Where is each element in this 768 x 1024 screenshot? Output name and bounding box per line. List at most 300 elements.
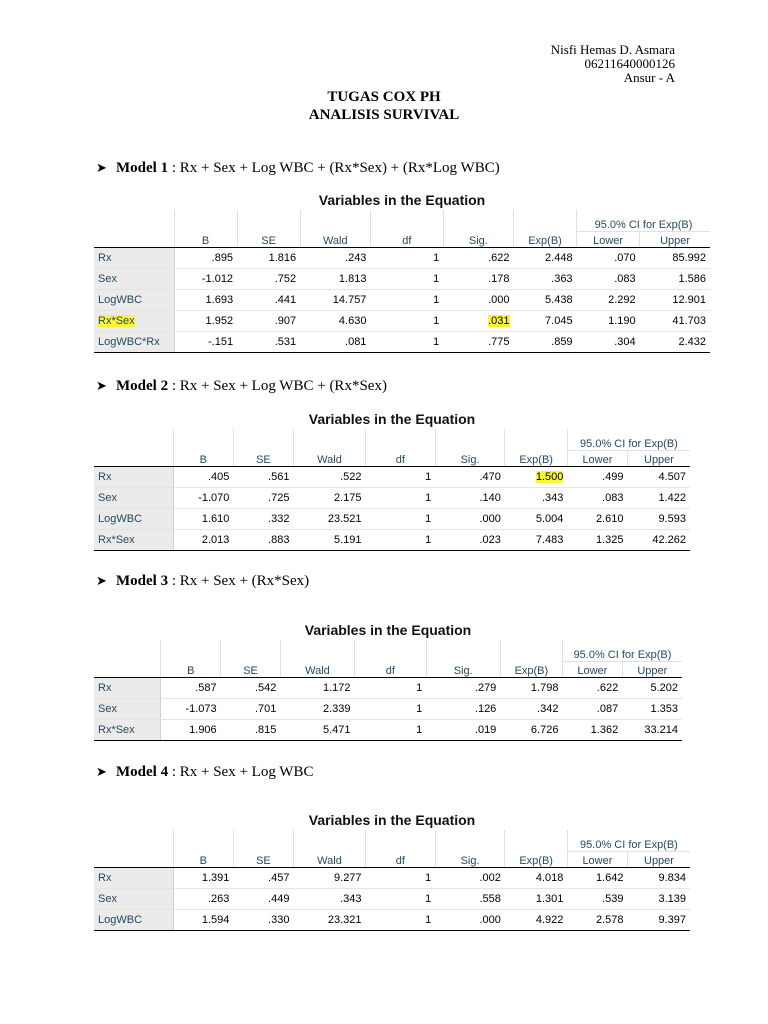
cell-sig (443, 248, 513, 269)
cell-df (355, 699, 427, 720)
model-3-heading (96, 573, 309, 590)
cell-se (237, 332, 300, 353)
cell-se (237, 248, 300, 269)
cell-value: 1.594 (201, 914, 230, 926)
cell-lower (567, 910, 627, 931)
cell-wald (300, 311, 370, 332)
cell-wald (280, 699, 354, 720)
cell-value: 1 (425, 872, 432, 884)
column-header-se: SE (233, 852, 293, 868)
author-name: Nisfi Hemas D. Asmara (550, 42, 675, 57)
table-row (94, 678, 682, 699)
table-row (94, 311, 710, 332)
cell-se (233, 467, 293, 488)
cell-value: 1 (425, 513, 432, 525)
row-label (94, 269, 174, 290)
cell-value: .457 (268, 872, 290, 884)
table-row (94, 488, 690, 509)
cell-b (161, 699, 221, 720)
cell-se (221, 699, 281, 720)
cell-value: .023 (479, 534, 501, 546)
cell-value: 2.292 (608, 294, 636, 306)
row-label-text: LogWBC (98, 513, 143, 525)
cell-value: .752 (274, 273, 297, 285)
cell-b (173, 488, 233, 509)
cell-df (370, 290, 443, 311)
cell-sig (435, 509, 505, 530)
cell-upper (627, 868, 690, 889)
cell-sig (443, 290, 513, 311)
cell-upper (627, 488, 690, 509)
column-header-lower: Lower (577, 232, 640, 248)
cell-upper (627, 467, 690, 488)
cell-b (173, 910, 233, 931)
cell-df (370, 269, 443, 290)
table-title: Variables in the Equation (308, 812, 476, 828)
cell-value: 2.175 (334, 492, 362, 504)
cell-value: .470 (479, 471, 501, 483)
cell-value: .330 (268, 914, 290, 926)
row-label-text: Rx (98, 872, 112, 884)
cell-se (237, 269, 300, 290)
cell-expb (500, 699, 562, 720)
column-header-lower: Lower (567, 451, 627, 467)
cell-value: 1.586 (678, 273, 706, 285)
cell-wald (293, 530, 365, 551)
cell-value: .701 (255, 703, 277, 715)
row-label (94, 530, 173, 551)
cell-value: .775 (488, 336, 510, 348)
cell-value: -1.073 (185, 703, 217, 715)
row-label-text: Rx (98, 471, 112, 483)
cell-value: 1.353 (650, 703, 678, 715)
cell-value: 1 (425, 534, 432, 546)
cell-lower (567, 509, 627, 530)
cell-value: .531 (274, 336, 297, 348)
column-header-sig: Sig. (435, 852, 505, 868)
cell-sig (426, 678, 500, 699)
model-formula: : Rx + Sex + (Rx*Sex) (168, 573, 310, 589)
cell-value: 1.500 (535, 471, 564, 483)
row-label (94, 699, 161, 720)
cell-lower (562, 699, 622, 720)
row-label-text: Sex (98, 273, 117, 285)
column-header-b: B (174, 232, 237, 248)
cell-value: .441 (274, 294, 297, 306)
ci-group-header: 95.0% CI for Exp(B) (567, 830, 690, 852)
column-header-wald: Wald (293, 451, 365, 467)
doc-subtitle: ANALISIS SURVIVAL (308, 107, 460, 123)
cell-value: 1.798 (530, 682, 559, 694)
column-header-se: SE (237, 232, 300, 248)
cell-value: 1 (433, 336, 440, 348)
cell-value: .083 (614, 273, 636, 285)
cell-value: 14.757 (332, 294, 367, 306)
cell-value: 5.202 (650, 682, 678, 694)
cell-value: 85.992 (672, 252, 706, 264)
cell-lower (577, 269, 640, 290)
table-row (94, 530, 690, 551)
cell-value: 1 (416, 682, 423, 694)
column-header-wald: Wald (300, 232, 370, 248)
cell-value: .587 (195, 682, 217, 694)
cell-value: 9.834 (658, 872, 686, 884)
row-label-text: Sex (98, 703, 117, 715)
model-label: Model 3 (116, 573, 169, 589)
cell-value: 1.610 (201, 513, 230, 525)
model-label: Model 2 (116, 378, 169, 394)
cell-value: .883 (268, 534, 290, 546)
cell-value: .622 (596, 682, 619, 694)
cell-lower (567, 488, 627, 509)
cell-value: .332 (268, 513, 290, 525)
cell-df (366, 868, 436, 889)
cell-value: 23.521 (327, 513, 362, 525)
cell-wald (293, 467, 365, 488)
cell-expb (505, 530, 567, 551)
cell-expb (505, 868, 567, 889)
cell-expb (505, 509, 567, 530)
cell-value: 1.693 (205, 294, 234, 306)
cell-value: .081 (345, 336, 367, 348)
cell-value: .449 (268, 893, 290, 905)
cell-wald (293, 868, 365, 889)
cell-lower (577, 290, 640, 311)
cell-value: 1.952 (205, 315, 234, 327)
cell-value: 1 (416, 724, 423, 736)
column-header-lower: Lower (567, 852, 627, 868)
arrow-bullet-icon: ➤ (96, 160, 107, 175)
cell-b (174, 269, 237, 290)
column-header-sig: Sig. (435, 451, 505, 467)
cell-value: 42.262 (652, 534, 686, 546)
cell-expb (505, 889, 567, 910)
arrow-bullet-icon: ➤ (96, 764, 107, 779)
row-label-text: LogWBC (98, 294, 143, 306)
cell-sig (443, 311, 513, 332)
variables-table (94, 640, 682, 741)
table-row (94, 910, 690, 931)
cell-value: 23.321 (327, 914, 362, 926)
cell-value: 1.325 (595, 534, 624, 546)
cell-lower (567, 530, 627, 551)
model-4-table (94, 810, 690, 931)
cell-value: 1.906 (189, 724, 217, 736)
cell-value: .000 (479, 513, 501, 525)
cell-b (174, 290, 237, 311)
model-1-table (94, 190, 710, 353)
column-header-se: SE (221, 662, 281, 678)
cell-expb (514, 290, 577, 311)
cell-expb (514, 269, 577, 290)
cell-b (174, 248, 237, 269)
cell-se (237, 311, 300, 332)
model-formula: : Rx + Sex + Log WBC (168, 764, 314, 780)
column-header-df: df (370, 232, 443, 248)
cell-value: 1.172 (322, 682, 351, 694)
cell-value: 7.045 (545, 315, 573, 327)
cell-value: .363 (551, 273, 573, 285)
cell-lower (567, 889, 627, 910)
cell-se (233, 509, 293, 530)
row-label (94, 332, 174, 353)
cell-b (173, 889, 233, 910)
row-label (94, 910, 173, 931)
row-label-text: Sex (98, 893, 117, 905)
cell-value: 1.642 (595, 872, 624, 884)
cell-se (233, 488, 293, 509)
cell-se (221, 720, 281, 741)
row-label (94, 311, 174, 332)
doc-title: TUGAS COX PH (327, 89, 441, 105)
cell-value: .083 (602, 492, 624, 504)
row-label (94, 678, 161, 699)
cell-value: 1.362 (590, 724, 619, 736)
cell-upper (622, 699, 682, 720)
table-row (94, 248, 710, 269)
cell-df (355, 678, 427, 699)
cell-upper (627, 530, 690, 551)
cell-value: 1 (433, 294, 440, 306)
table-row (94, 509, 690, 530)
cell-upper (640, 332, 710, 353)
cell-value: -1.070 (198, 492, 230, 504)
cell-se (233, 889, 293, 910)
cell-value: 4.922 (535, 914, 564, 926)
cell-value: .815 (255, 724, 277, 736)
cell-lower (577, 332, 640, 353)
cell-b (174, 311, 237, 332)
model-2-table (94, 409, 690, 551)
cell-sig (443, 269, 513, 290)
cell-value: .343 (541, 492, 564, 504)
cell-value: 1.816 (268, 252, 297, 264)
cell-df (370, 248, 443, 269)
cell-df (355, 720, 427, 741)
cell-value: 5.191 (334, 534, 362, 546)
column-header-upper: Upper (640, 232, 710, 248)
cell-value: .140 (479, 492, 501, 504)
cell-value: 7.483 (535, 534, 564, 546)
cell-expb (505, 467, 567, 488)
cell-value: 12.901 (672, 294, 706, 306)
cell-upper (640, 311, 710, 332)
model-label: Model 1 (116, 160, 169, 176)
cell-lower (567, 868, 627, 889)
cell-value: .000 (488, 294, 510, 306)
cell-value: .539 (602, 893, 624, 905)
cell-value: .907 (274, 315, 297, 327)
cell-lower (577, 248, 640, 269)
cell-b (174, 332, 237, 353)
table-row (94, 332, 710, 353)
row-label-text: Sex (98, 492, 117, 504)
row-label (94, 467, 173, 488)
cell-value: .126 (474, 703, 497, 715)
table-title: Variables in the Equation (308, 411, 476, 427)
cell-df (366, 530, 436, 551)
model-2-heading (96, 378, 387, 395)
cell-b (161, 678, 221, 699)
column-header-lower: Lower (562, 662, 622, 678)
row-label (94, 509, 173, 530)
cell-value: .405 (207, 471, 230, 483)
table-row (94, 269, 710, 290)
column-header-wald: Wald (293, 852, 365, 868)
cell-value: .000 (479, 914, 501, 926)
table-title: Variables in the Equation (304, 622, 472, 638)
cell-upper (627, 889, 690, 910)
ci-group-header: 95.0% CI for Exp(B) (562, 640, 682, 662)
cell-value: 2.578 (595, 914, 624, 926)
table-row (94, 699, 682, 720)
cell-wald (300, 290, 370, 311)
cell-lower (577, 311, 640, 332)
cell-value: 2.339 (322, 703, 351, 715)
cell-wald (300, 269, 370, 290)
cell-value: -.151 (207, 336, 234, 348)
model-formula: : Rx + Sex + Log WBC + (Rx*Sex) (168, 378, 387, 394)
cell-sig (435, 868, 505, 889)
column-header-sig: Sig. (426, 662, 500, 678)
cell-wald (293, 889, 365, 910)
cell-sig (426, 720, 500, 741)
cell-se (237, 290, 300, 311)
cell-value: 9.397 (658, 914, 686, 926)
row-label (94, 488, 173, 509)
cell-value: 1 (433, 273, 440, 285)
cell-value: .304 (614, 336, 636, 348)
cell-b (161, 720, 221, 741)
cell-sig (426, 699, 500, 720)
cell-expb (505, 910, 567, 931)
column-header-upper: Upper (622, 662, 682, 678)
row-label (94, 720, 161, 741)
cell-expb (514, 248, 577, 269)
cell-sig (435, 488, 505, 509)
cell-wald (293, 509, 365, 530)
cell-value: .263 (207, 893, 230, 905)
column-header-expb: Exp(B) (505, 852, 567, 868)
cell-b (173, 530, 233, 551)
variables-table (94, 210, 710, 353)
cell-wald (293, 910, 365, 931)
variables-table (94, 830, 690, 931)
cell-se (233, 530, 293, 551)
cell-b (173, 467, 233, 488)
cell-value: 5.471 (322, 724, 351, 736)
cell-b (173, 868, 233, 889)
cell-value: 2.448 (545, 252, 573, 264)
cell-value: 3.139 (658, 893, 686, 905)
cell-expb (500, 720, 562, 741)
cell-value: .031 (488, 315, 510, 327)
arrow-bullet-icon: ➤ (96, 378, 107, 393)
column-header-df: df (366, 451, 436, 467)
author-info (551, 43, 675, 85)
ci-group-header: 95.0% CI for Exp(B) (567, 429, 690, 451)
cell-value: .019 (474, 724, 497, 736)
cell-value: .859 (551, 336, 573, 348)
table-title: Variables in the Equation (318, 192, 486, 208)
row-label-text: Rx*Sex (98, 315, 135, 327)
cell-value: .725 (268, 492, 290, 504)
cell-value: .561 (268, 471, 290, 483)
row-label-text: Rx*Sex (98, 534, 135, 546)
cell-value: 1.813 (338, 273, 367, 285)
cell-lower (562, 678, 622, 699)
table-row (94, 868, 690, 889)
cell-value: 5.004 (535, 513, 564, 525)
cell-upper (640, 290, 710, 311)
column-header-wald: Wald (280, 662, 354, 678)
cell-value: .622 (488, 252, 510, 264)
column-header-expb: Exp(B) (514, 232, 577, 248)
cell-df (366, 467, 436, 488)
cell-value: 41.703 (672, 315, 706, 327)
ci-group-header: 95.0% CI for Exp(B) (577, 210, 710, 232)
cell-sig (443, 332, 513, 353)
column-header-upper: Upper (627, 451, 690, 467)
row-label (94, 290, 174, 311)
cell-lower (567, 467, 627, 488)
cell-value: 2.610 (595, 513, 624, 525)
cell-value: 1.391 (201, 872, 230, 884)
cell-value: 1 (433, 252, 440, 264)
cell-value: 1.190 (608, 315, 636, 327)
model-1-heading (96, 160, 500, 177)
cell-value: 1 (425, 471, 432, 483)
table-row (94, 720, 682, 741)
column-header-df: df (366, 852, 436, 868)
cell-se (233, 910, 293, 931)
cell-sig (435, 910, 505, 931)
cell-wald (280, 678, 354, 699)
cell-b (173, 509, 233, 530)
row-label-text: LogWBC (98, 914, 143, 926)
cell-value: 9.277 (334, 872, 362, 884)
cell-value: .243 (345, 252, 367, 264)
column-header-b: B (173, 852, 233, 868)
author-id: 06211640000126 (584, 56, 675, 71)
row-label-text: Rx*Sex (98, 724, 135, 736)
column-header-upper: Upper (627, 852, 690, 868)
model-label: Model 4 (116, 764, 169, 780)
table-row (94, 889, 690, 910)
cell-value: .002 (479, 872, 501, 884)
cell-value: .499 (602, 471, 624, 483)
column-header-expb: Exp(B) (505, 451, 567, 467)
cell-value: .558 (479, 893, 501, 905)
cell-sig (435, 467, 505, 488)
column-header-b: B (161, 662, 221, 678)
cell-expb (514, 332, 577, 353)
column-header-expb: Exp(B) (500, 662, 562, 678)
cell-value: .070 (614, 252, 636, 264)
cell-lower (562, 720, 622, 741)
cell-value: 1 (425, 914, 432, 926)
cell-upper (622, 720, 682, 741)
table-row (94, 290, 710, 311)
cell-se (233, 868, 293, 889)
model-4-heading (96, 764, 313, 781)
cell-expb (514, 311, 577, 332)
cell-value: 1 (425, 492, 432, 504)
cell-expb (505, 488, 567, 509)
cell-upper (622, 678, 682, 699)
row-label (94, 248, 174, 269)
cell-upper (640, 269, 710, 290)
